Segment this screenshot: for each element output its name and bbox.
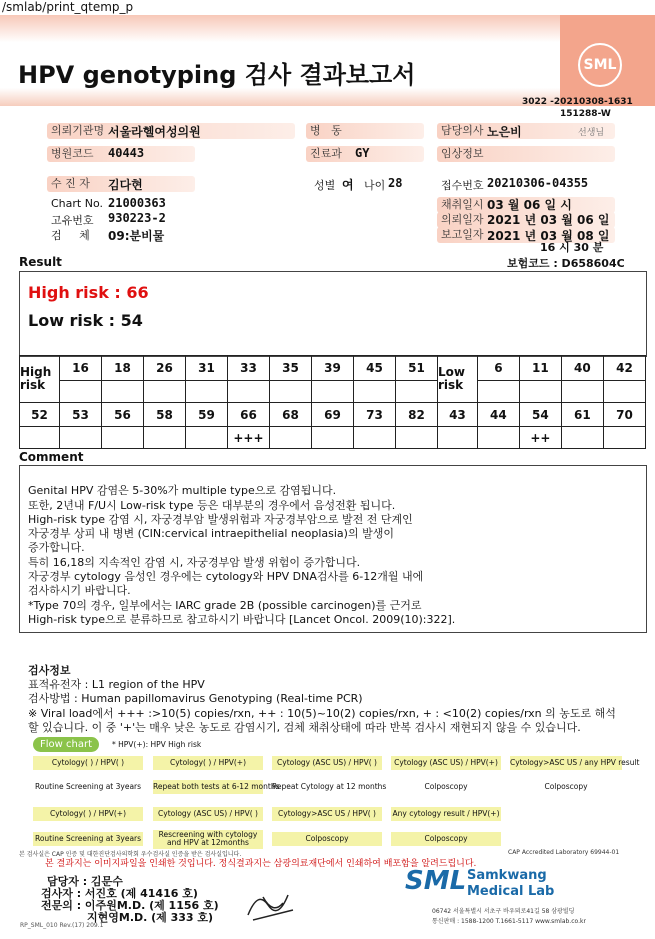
type-cell: 43 (437, 403, 477, 427)
print-notice: 본 결과지는 이미지파일을 인쇄한 것입니다. 정식결과지는 삼광의료재단에서 인쇄하여 배포함을 알려드립니다. (45, 859, 477, 869)
type-cell: 44 (477, 403, 519, 427)
specimen-value: 09:분비물 (108, 229, 165, 243)
type-cell: 39 (311, 356, 353, 381)
sml-footer-logo-icon: SML (405, 866, 467, 896)
flow-box: Any cytology result / HPV(+) (391, 807, 501, 821)
type-cell: 53 (59, 403, 101, 427)
company-name-1: Samkwang (467, 868, 547, 883)
type-cell: 33 (227, 356, 269, 381)
flow-result: Routine Screening at 3years (33, 832, 143, 846)
comment-text (28, 470, 455, 642)
type-cell: 69 (311, 403, 353, 427)
recipient-label: 수 진 자 (47, 176, 195, 192)
ward-label: 병 동 (306, 123, 424, 139)
type-cell: 11 (519, 356, 561, 381)
report-date-label: 보고일자 (437, 227, 615, 243)
type-cell: 35 (269, 356, 311, 381)
type-cell: 73 (353, 403, 395, 427)
flow-result: Repeat both tests at 6-12 months (153, 780, 263, 794)
specialist-1: 전문의 : 이주원M.D. (제 1156 호) (41, 899, 219, 912)
type-cell: 54 (519, 403, 561, 427)
receipt-number: 20210306-04355 (487, 176, 589, 190)
genotype-header-row (20, 356, 646, 381)
request-label: 의뢰일자 (437, 212, 615, 228)
chart-number: 21000363 (108, 196, 166, 210)
comment-line: High-risk type 감염 시, 자궁경부암 발생위험과 자궁경부암으로 발전 전 단계인 (28, 512, 413, 526)
insurance-code: 보험코드 : D658604C (507, 257, 625, 270)
flow-result: Routine Screening at 3years (34, 782, 142, 791)
info-section-title: 검사정보 (28, 664, 71, 677)
type-cell: 52 (20, 403, 60, 427)
specimen-label: 검 체 (51, 229, 90, 242)
hospital-code-label: 병원코드 (47, 146, 195, 162)
flow-box: Cytology>ASC US / HPV( ) (272, 807, 382, 821)
specialist-2: 지현영M.D. (제 333 호) (87, 911, 214, 924)
type-cell: 58 (143, 403, 185, 427)
viral-load-66: +++ (227, 427, 269, 449)
type-cell: 59 (185, 403, 227, 427)
comment-line: 또한, 2년내 F/U시 Low-risk type 등은 대부분의 경우에서 음성전환 됩니다. (28, 498, 396, 512)
collect-date: 03 월 06 일 시 (487, 198, 572, 212)
type-cell: 18 (101, 356, 143, 381)
report-number: 3022 -20210308-1631 (522, 97, 633, 107)
type-cell: 45 (353, 356, 395, 381)
type-cell: 70 (603, 403, 645, 427)
flow-box: Cytology (ASC US) / HPV(+) (391, 756, 501, 770)
receipt-label: 접수번호 (441, 179, 484, 192)
doctor-name: 노은비 (487, 125, 522, 139)
comment-line: *Type 70의 경우, 일부에서는 IARC grade 2B (possible carcinogen)를 근거로 (28, 598, 422, 612)
type-cell: 42 (603, 356, 645, 381)
type-cell: 40 (561, 356, 603, 381)
flow-result: Colposcopy (391, 832, 501, 846)
report-number-suffix: 151288-W (560, 109, 611, 119)
flow-legend: * HPV(+): HPV High risk (112, 740, 202, 749)
comment-line: 자궁경부 상피 내 병변 (CIN:cervical intraepithelial neoplasia)의 발생이 (28, 527, 394, 541)
hospital-name: 서울라헬여성의원 (108, 125, 201, 139)
report-title: HPV genotyping 검사 결과보고서 (18, 61, 416, 89)
manager: 담당자 : 김문수 (47, 875, 123, 888)
type-cell: 61 (561, 403, 603, 427)
age-value: 28 (388, 176, 403, 190)
type-cell: 56 (101, 403, 143, 427)
flow-result: Rescreening with cytology and HPV at 12months (153, 830, 263, 849)
flow-box: Cytology( ) / HPV(+) (33, 807, 143, 821)
comment-line: 증가합니다. (28, 541, 85, 555)
company-contact: 통신판매 : 1588-1200 T.1661-5117 www.smlab.co.kr (432, 918, 586, 925)
high-risk-label: High risk (20, 356, 60, 403)
type-cell: 26 (143, 356, 185, 381)
age-label: 나이 (364, 179, 386, 192)
comment-line: 검사하시기 바랍니다. (28, 584, 131, 598)
comment-line: Genital HPV 감염은 5-30%가 multiple type으로 감염됩니다. (28, 484, 337, 498)
type-cell: 16 (59, 356, 101, 381)
id-label: 고유번호 (51, 214, 94, 227)
type-cell: 31 (185, 356, 227, 381)
sex-label: 성별 (314, 179, 336, 192)
comment-section-title: Comment (19, 450, 84, 464)
url-path: /smlab/print_qtemp_p (2, 0, 134, 14)
flow-box: Cytology( ) / HPV( ) (33, 756, 143, 770)
cap-number: CAP Accredited Laboratory 69944-01 (508, 849, 620, 856)
doctor-label: 담당의사 (437, 123, 615, 139)
type-cell: 82 (395, 403, 437, 427)
dept-value: GY (355, 146, 370, 160)
signature-icon (243, 885, 298, 925)
company-name-2: Medical Lab (467, 884, 555, 899)
genotype-table (19, 355, 646, 449)
flow-result: Repeat Cytology at 12 months (272, 782, 387, 791)
flow-box: Cytology (ASC US) / HPV( ) (272, 756, 382, 770)
recipient-name: 김다현 (108, 178, 143, 192)
result-section-title: Result (19, 255, 62, 269)
low-risk-result: Low risk : 54 (28, 311, 143, 330)
flow-result: Colposcopy (272, 832, 382, 846)
comment-line: 특히 16,18의 지속적인 감염 시, 자궁경부암 발생 위험이 증가합니다. (28, 555, 361, 569)
flow-box: Cytology (ASC US) / HPV( ) (153, 807, 263, 821)
comment-line: High-risk type으로 분류하므로 참고하시기 바랍니다 [Lancet Oncol. 2009(10):322]. (28, 612, 456, 626)
comment-line: 자궁경부 cytology 음성인 경우에는 cytology와 HPV DNA검사를 6-12개월 내에 (28, 570, 424, 584)
report-time: 16 시 30 분 (540, 241, 604, 254)
id-number: 930223-2 (108, 211, 166, 225)
high-risk-result: High risk : 66 (28, 283, 149, 302)
viral-load-note-2: 할 있습니다. 이 중 '+'는 매우 낮은 농도로 감염시기, 검체 채취상태에 따라 반복 검사시 재현되지 않을 수 있습니다. (28, 721, 581, 734)
report-header (0, 15, 655, 106)
viral-load-54: ++ (519, 427, 561, 449)
flow-chart-badge: Flow chart (33, 737, 99, 752)
type-cell: 51 (395, 356, 437, 381)
type-cell: 66 (227, 403, 269, 427)
low-risk-label: Low risk (437, 356, 477, 403)
clinical-label: 임상정보 (437, 146, 615, 162)
doctor-suffix: 선생님 (578, 128, 605, 138)
flow-result: Colposcopy (544, 782, 588, 791)
cert-line: 본 검사실은 CAP 인증 및 대한진단검사의학회 우수검사실 인증을 받은 검사실입니다. (19, 851, 242, 858)
sml-logo-icon: SML (578, 43, 622, 87)
chart-label: Chart No. (51, 197, 103, 210)
test-method: 검사방법 : Human papillomavirus Genotyping (Real-time PCR) (28, 692, 363, 705)
flow-result: Colposcopy (424, 782, 468, 791)
viral-load-note: ※ Viral load에서 +++ :>10(5) copies/rxn, ++ : 10(5)~10(2) copies/rxn, + : <10(2) copies/rxn 의 농도로 해석 (28, 707, 616, 720)
type-cell: 6 (477, 356, 519, 381)
report-date: 2021 년 03 월 08 일 (487, 229, 610, 243)
request-date: 2021 년 03 월 06 일 (487, 213, 610, 227)
flow-box: Cytology>ASC US / any HPV result (510, 756, 622, 770)
target-gene: 표적유전자 : L1 region of the HPV (28, 678, 205, 691)
hospital-label: 의뢰기관명 (47, 123, 295, 139)
sex-value: 여 (342, 178, 354, 192)
type-cell: 68 (269, 403, 311, 427)
dept-label: 진료과 (306, 146, 424, 162)
hospital-code: 40443 (108, 146, 145, 160)
company-address: 06742 서울특별시 서초구 바우뫼로41길 58 삼광빌딩 (432, 908, 575, 915)
collect-label: 채취일시 (437, 197, 615, 213)
examiner: 검사자 : 서진호 (제 41416 호) (41, 887, 198, 900)
form-number: RP_SML_010 Rev.(17) 209.1 (20, 922, 104, 929)
flow-box: Cytology( ) / HPV(+) (153, 756, 263, 770)
